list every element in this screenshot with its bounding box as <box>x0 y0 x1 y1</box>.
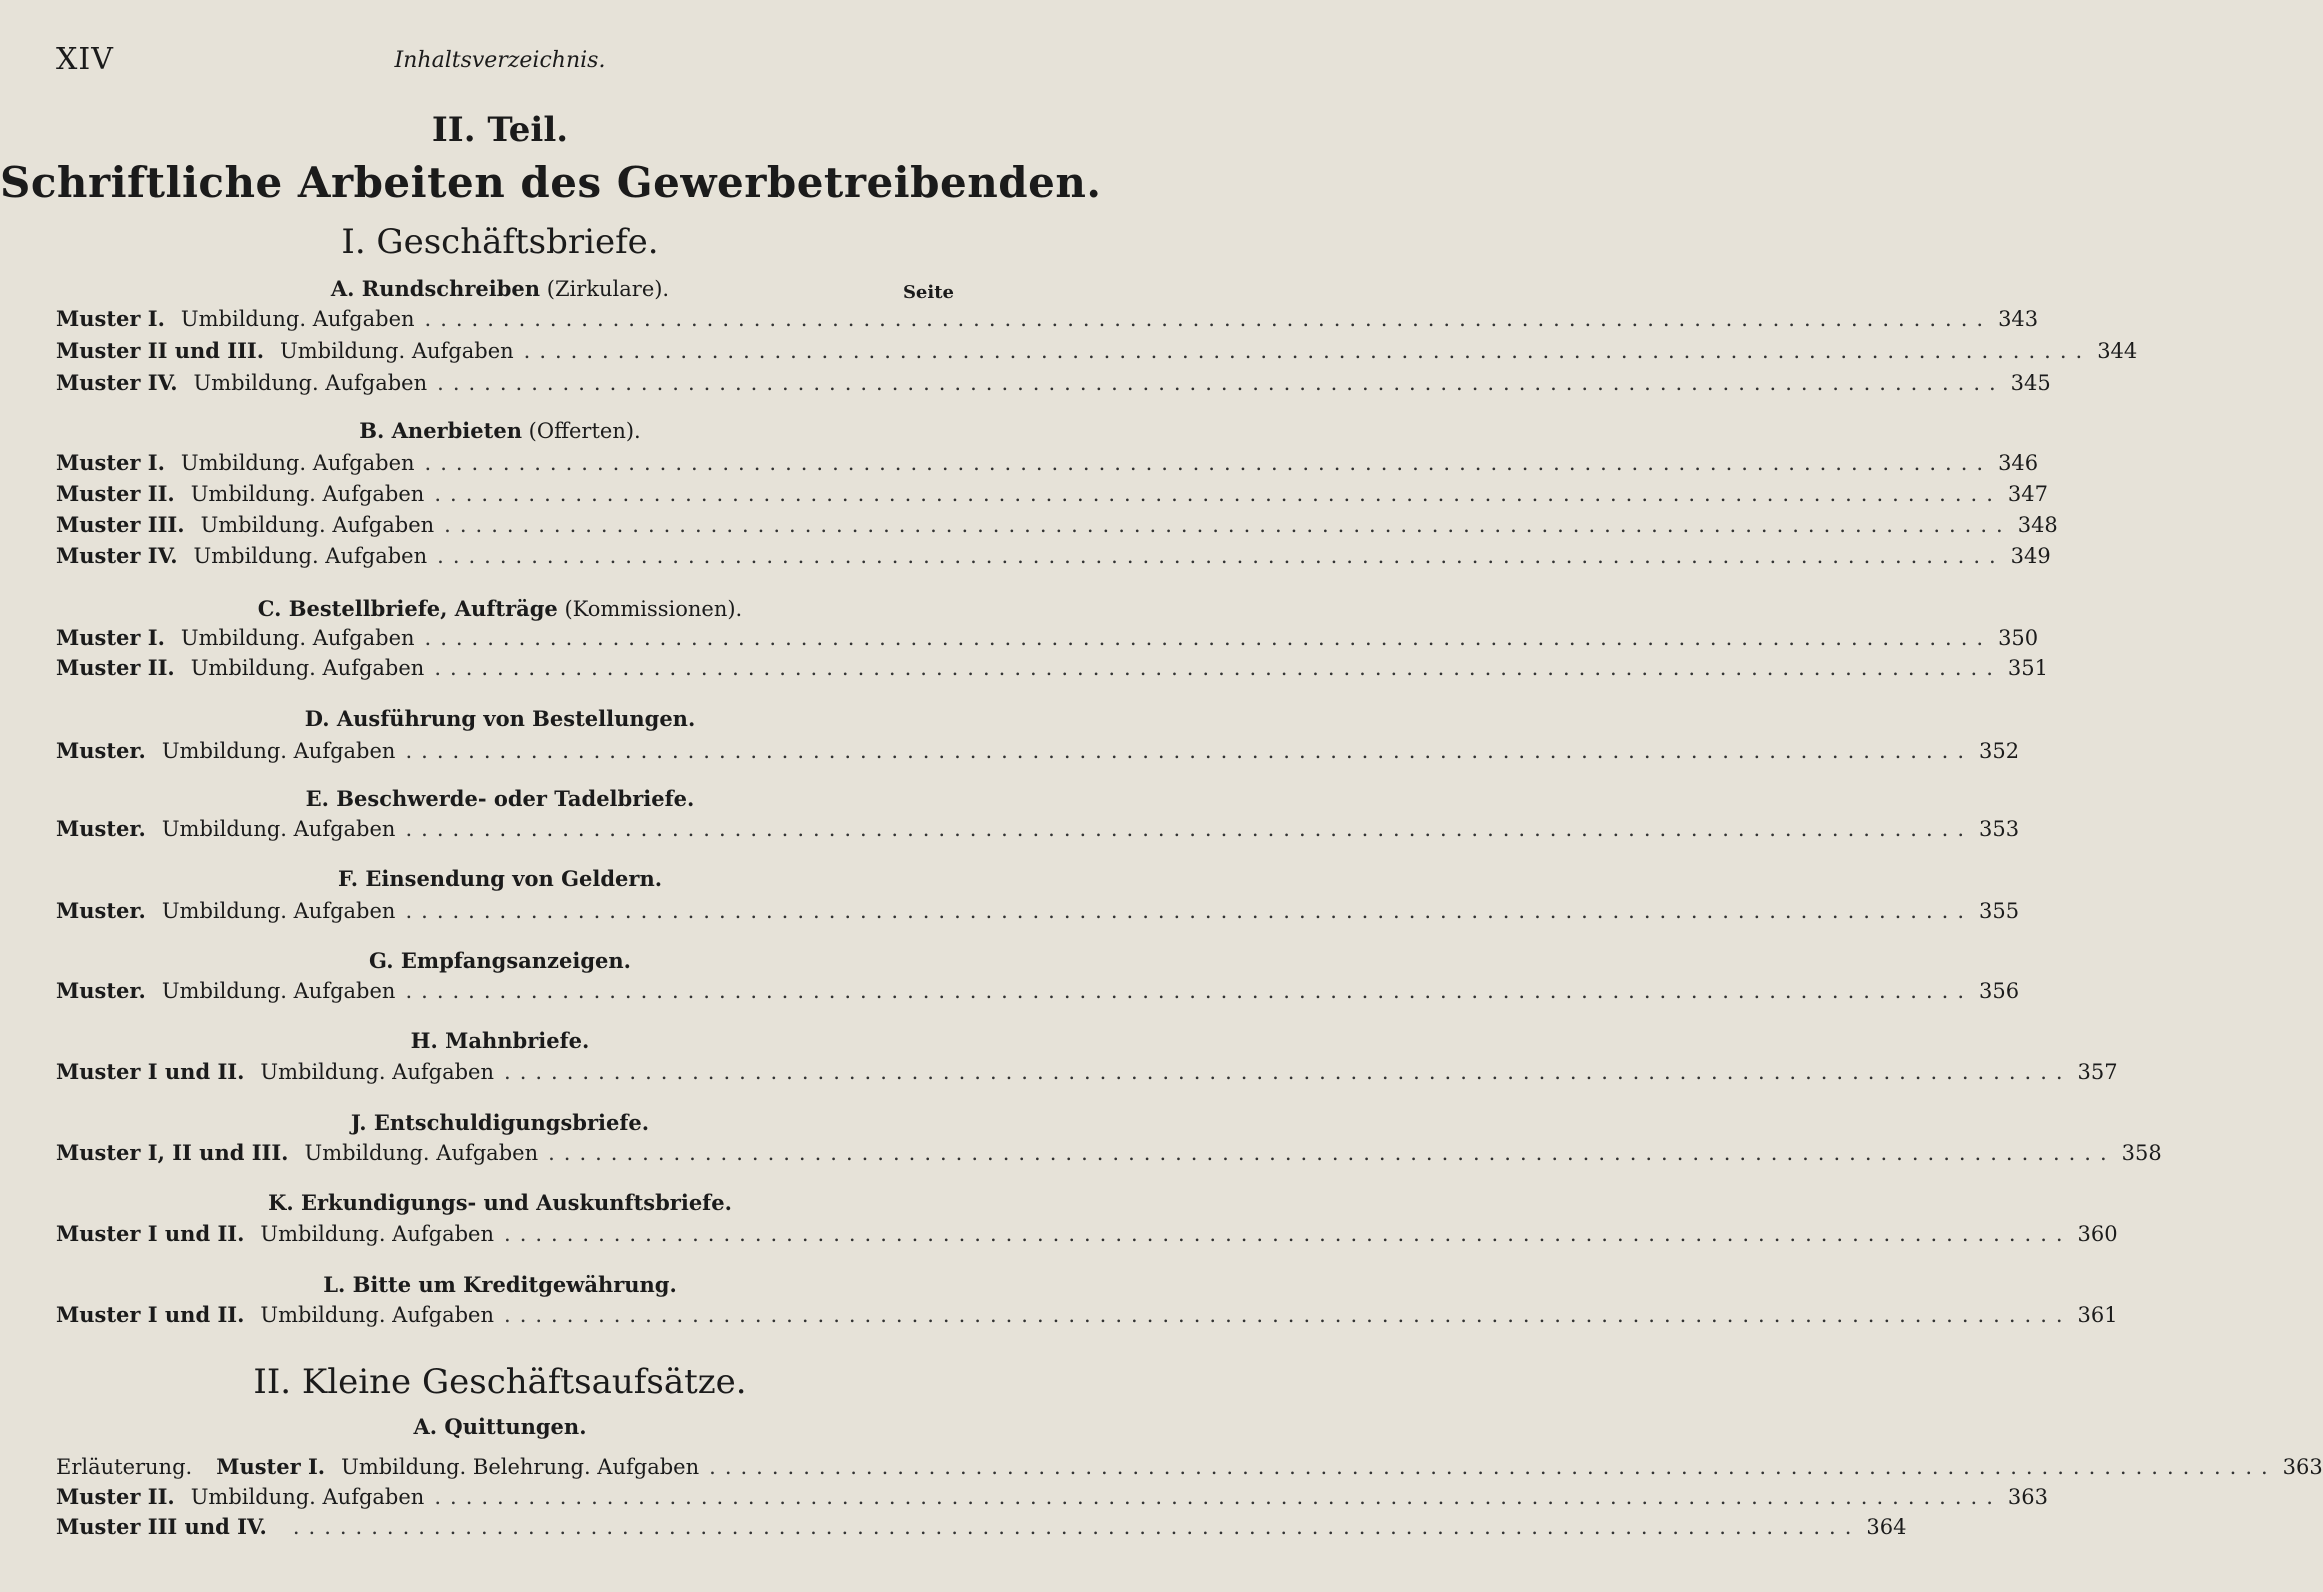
toc-entry: Muster I. Umbildung. Aufgaben .................................................................................................... 350 <box>56 625 2039 650</box>
leader-dots: .................................................................................................... <box>424 307 1993 331</box>
leader-dots: .................................................................................................... <box>424 451 1993 475</box>
subhead-bestellbriefe: C. Bestellbriefe, Aufträge (Kommissionen). <box>257 596 743 621</box>
subhead-rundschreiben: A. Rundschreiben (Zirkulare). <box>330 276 670 301</box>
subhead-quittungen: A. Quittungen. <box>413 1414 587 1439</box>
leader-dots: .................................................................................................... <box>434 656 2002 680</box>
section-title-geschaeftsaufsaetze: II. Kleine Geschäftsaufsätze. <box>253 1362 747 1402</box>
leader-dots: .................................................................................................... <box>548 1141 2116 1165</box>
page-number: XIV <box>56 42 114 77</box>
section-title-geschaeftsbriefe: I. Geschäftsbriefe. <box>341 222 659 262</box>
leader-dots: .................................................................................................... <box>504 1303 2072 1327</box>
leader-dots: .................................................................................................... <box>405 817 1973 841</box>
toc-entry: Muster II und III. Umbildung. Aufgaben .................................................................................................... 344 <box>56 338 2138 363</box>
leader-dots: .................................................................................................... <box>424 626 1993 650</box>
subhead-kreditgewaehrung: L. Bitte um Kreditgewährung. <box>323 1272 677 1297</box>
toc-entry: Muster II. Umbildung. Aufgaben .................................................................................................... 351 <box>56 655 2048 680</box>
subhead-anerbieten: B. Anerbieten (Offerten). <box>359 418 641 443</box>
toc-entry: Muster I und II. Umbildung. Aufgaben .................................................................................................... 361 <box>56 1302 2118 1327</box>
part-label: II. Teil. <box>431 110 569 150</box>
subhead-empfangsanzeigen: G. Empfangsanzeigen. <box>369 948 631 973</box>
toc-entry: Muster. Umbildung. Aufgaben .................................................................................................... 352 <box>56 738 2020 763</box>
toc-entry: Muster. Umbildung. Aufgaben .................................................................................................... 353 <box>56 816 2020 841</box>
leader-dots: .................................................................................................... <box>523 339 2092 363</box>
subhead-ausfuehrung: D. Ausführung von Bestellungen. <box>304 706 696 731</box>
leader-dots: .................................................................................................... <box>504 1060 2072 1084</box>
part-title: Schriftliche Arbeiten des Gewerbetreibenden. <box>0 158 1102 207</box>
toc-entry: Muster I und II. Umbildung. Aufgaben .................................................................................................... 360 <box>56 1221 2118 1246</box>
leader-dots: .................................................................................................... <box>434 1485 2002 1509</box>
subhead-einsendung: F. Einsendung von Geldern. <box>337 866 663 891</box>
leader-dots: .................................................................................................... <box>504 1222 2072 1246</box>
toc-entry: Muster I. Umbildung. Aufgaben .................................................................................................... 343 <box>56 306 2039 331</box>
toc-entry: Muster I und II. Umbildung. Aufgaben .................................................................................................... 357 <box>56 1059 2118 1084</box>
leader-dots: .................................................................................................... <box>709 1455 2277 1479</box>
leader-dots: .................................................................................................... <box>437 544 2005 568</box>
subhead-beschwerde: E. Beschwerde- oder Tadelbriefe. <box>305 786 695 811</box>
toc-entry: Muster IV. Umbildung. Aufgaben .................................................................................................... 349 <box>56 543 2051 568</box>
toc-entry: Muster III. Umbildung. Aufgaben .................................................................................................... 348 <box>56 512 2058 537</box>
running-title: Inhaltsverzeichnis. <box>394 48 606 73</box>
leader-dots: .................................................................................................... <box>405 979 1973 1003</box>
leader-dots: .................................................................................................... <box>434 482 2002 506</box>
leader-dots: .................................................................................................... <box>437 371 2005 395</box>
toc-entry: Erläuterung. Muster I. Umbildung. Belehrung. Aufgaben .................................................................................................... 363 <box>56 1454 2323 1479</box>
toc-entry: Muster IV. Umbildung. Aufgaben .................................................................................................... 345 <box>56 370 2051 395</box>
toc-entry: Muster II. Umbildung. Aufgaben .................................................................................................... 363 <box>56 1484 2048 1509</box>
subhead-erkundigung: K. Erkundigungs- und Auskunftsbriefe. <box>268 1190 732 1215</box>
seite-column-label: Seite <box>902 282 954 303</box>
toc-entry: Muster I, II und III. Umbildung. Aufgaben .................................................................................................... 358 <box>56 1140 2162 1165</box>
leader-dots: .................................................................................................... <box>405 739 1973 763</box>
toc-entry: Muster III und IV. .................................................................................................... 364 <box>56 1514 1907 1539</box>
leader-dots: .................................................................................................... <box>405 899 1973 923</box>
toc-entry: Muster II. Umbildung. Aufgaben .................................................................................................... 347 <box>56 481 2048 506</box>
subhead-mahnbriefe: H. Mahnbriefe. <box>410 1028 590 1053</box>
toc-entry: Muster I. Umbildung. Aufgaben .................................................................................................... 346 <box>56 450 2039 475</box>
leader-dots: .................................................................................................... <box>292 1515 1861 1539</box>
toc-entry: Muster. Umbildung. Aufgaben .................................................................................................... 356 <box>56 978 2020 1003</box>
toc-entry: Muster. Umbildung. Aufgaben .................................................................................................... 355 <box>56 898 2020 923</box>
subhead-entschuldigung: J. Entschuldigungsbriefe. <box>350 1110 650 1135</box>
leader-dots: .................................................................................................... <box>444 513 2012 537</box>
